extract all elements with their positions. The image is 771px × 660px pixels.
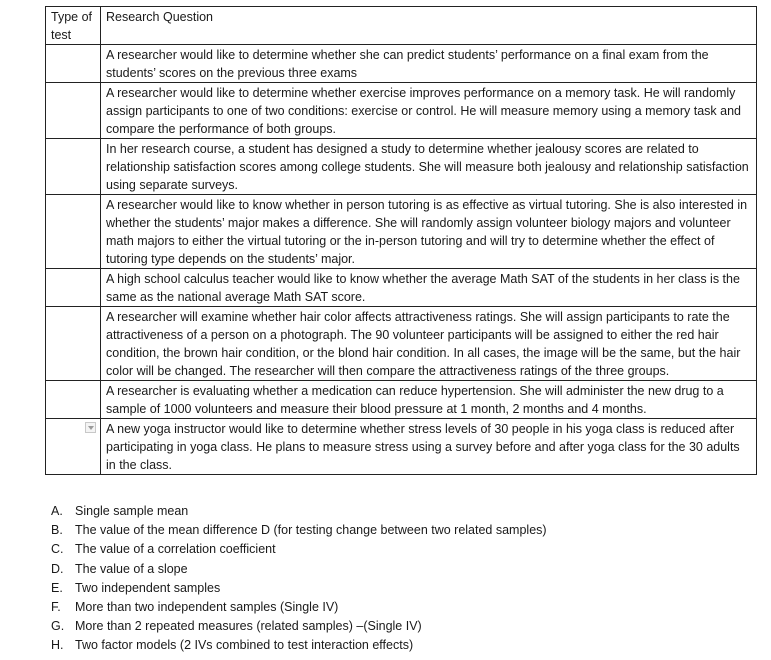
table-row bbox=[46, 381, 757, 419]
option-letter: E. bbox=[51, 580, 63, 595]
option-text: The value of a slope bbox=[75, 561, 188, 576]
table-row bbox=[46, 307, 757, 381]
option-text: The value of a correlation coefficient bbox=[75, 542, 276, 557]
type-answer-cell[interactable] bbox=[46, 195, 101, 269]
list-item bbox=[51, 560, 547, 579]
option-letter: F. bbox=[51, 600, 61, 615]
list-item bbox=[51, 540, 547, 559]
table-row bbox=[46, 269, 757, 307]
research-question-header: Research Question bbox=[101, 7, 757, 45]
option-text: Single sample mean bbox=[75, 504, 189, 518]
list-item bbox=[51, 598, 547, 617]
option-text: The value of the mean difference D (for testing change between two related samples) bbox=[75, 523, 547, 538]
research-question-table bbox=[45, 6, 757, 475]
list-item bbox=[51, 521, 547, 540]
question-cell: A researcher is evaluating whether a medication can reduce hypertension. She will administer the new drug to a sample of 1000 volunteers and measure their blood pressure at 1 month, 2 months and 4 months. bbox=[101, 381, 757, 419]
option-letter: G. bbox=[51, 619, 65, 634]
option-letter: B. bbox=[51, 523, 63, 538]
table-header-row bbox=[46, 7, 757, 45]
type-answer-cell[interactable] bbox=[46, 307, 101, 381]
option-letter: H. bbox=[51, 638, 64, 653]
option-letter: A. bbox=[51, 504, 63, 518]
option-letter: C. bbox=[51, 542, 64, 557]
question-cell: A researcher would like to determine whether she can predict students’ performance on a final exam from the students’ scores on the previous three exams bbox=[101, 45, 757, 83]
list-item bbox=[51, 617, 547, 636]
option-text: More than 2 repeated measures (related samples) –(Single IV) bbox=[75, 619, 422, 634]
list-item bbox=[51, 636, 547, 655]
question-cell: A researcher would like to know whether in person tutoring is as effective as virtual tutoring. She is also interested in whether the students’ major makes a difference. She will randomly assign volunteer biology majors and volunteer math majors to either the virtual tutoring or the in-person tutoring and will try to determine whether the effect of tutoring type depends on the students’ major. bbox=[101, 195, 757, 269]
option-letter: D. bbox=[51, 561, 64, 576]
option-text: More than two independent samples (Single IV) bbox=[75, 600, 339, 615]
question-cell: A new yoga instructor would like to determine whether stress levels of 30 people in his yoga class is reduced after participating in yoga class. He plans to measure stress using a survey before and after yoga class for the 30 adults in the class. bbox=[101, 419, 757, 475]
type-answer-cell[interactable] bbox=[46, 381, 101, 419]
table-row bbox=[46, 83, 757, 139]
type-answer-cell[interactable] bbox=[46, 83, 101, 139]
table-row bbox=[46, 195, 757, 269]
list-item bbox=[51, 579, 547, 598]
question-cell: A researcher will examine whether hair color affects attractiveness ratings. She will assign participants to rate the attractiveness of a person on a photograph. The 90 volunteer participants will be assigned to either the red hair condition, the brown hair condition, or the blond hair condition. In all cases, the image will be the same, but the hair color will be changed. The researcher will then compare the attractiveness ratings of the three groups. bbox=[101, 307, 757, 381]
type-answer-cell[interactable] bbox=[46, 419, 101, 475]
test-type-options-list bbox=[51, 502, 547, 656]
chevron-down-icon[interactable] bbox=[85, 422, 96, 433]
list-item bbox=[51, 502, 547, 521]
option-text: Two independent samples bbox=[75, 580, 221, 595]
type-answer-cell[interactable] bbox=[46, 139, 101, 195]
question-cell: In her research course, a student has designed a study to determine whether jealousy scores are related to relationship satisfaction scores among college students. She will measure both jealousy and relationship satisfaction using separate surveys. bbox=[101, 139, 757, 195]
table-row bbox=[46, 139, 757, 195]
option-text: Two factor models (2 IVs combined to test interaction effects) bbox=[75, 638, 414, 653]
table-row bbox=[46, 419, 757, 475]
type-of-test-header: Type of test bbox=[46, 7, 101, 45]
table-row bbox=[46, 45, 757, 83]
question-cell: A researcher would like to determine whether exercise improves performance on a memory task. He will randomly assign participants to one of two conditions: exercise or control. He will measure memory using a memory task and compare the performance of both groups. bbox=[101, 83, 757, 139]
type-answer-cell[interactable] bbox=[46, 269, 101, 307]
question-cell: A high school calculus teacher would like to know whether the average Math SAT of the students in her class is the same as the national average Math SAT score. bbox=[101, 269, 757, 307]
worksheet bbox=[45, 6, 755, 475]
type-answer-cell[interactable] bbox=[46, 45, 101, 83]
